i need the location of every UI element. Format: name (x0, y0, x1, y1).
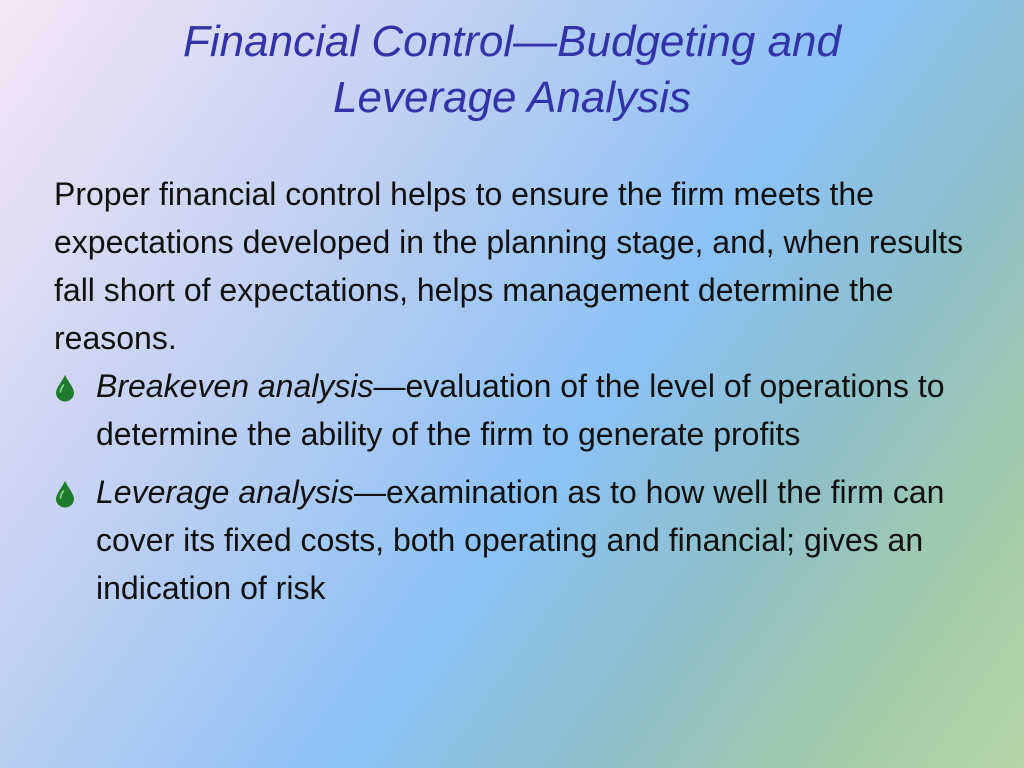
intro-paragraph: Proper financial control helps to ensure the firm meets the expectations developed in the planning stage, and, when results fall short of expectations, helps management determine the reasons. (54, 176, 964, 356)
slide-title-line-2: Leverage Analysis (333, 73, 691, 122)
bullet-term: Breakeven analysis (96, 368, 374, 404)
bullet-item-breakeven (54, 362, 1004, 458)
bullet-text: —examination as to how well the firm can cover its fixed costs, both operating and financial; gives an indication of risk (96, 474, 945, 606)
droplet-icon (54, 480, 76, 508)
bullet-item-leverage (54, 468, 1004, 612)
slide-title (60, 14, 964, 126)
droplet-icon (54, 374, 76, 402)
bullet-text: —evaluation of the level of operations to determine the ability of the firm to generate profits (96, 368, 945, 452)
slide-title-line-1: Financial Control—Budgeting and (183, 17, 841, 66)
bullet-list (54, 362, 1004, 622)
bullet-term: Leverage analysis (96, 474, 354, 510)
